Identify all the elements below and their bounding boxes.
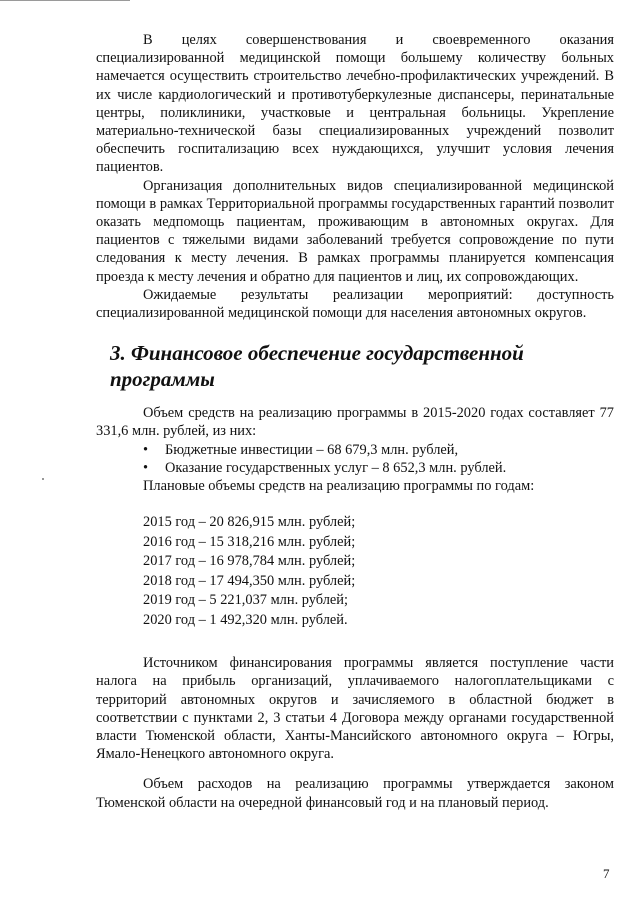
list-item [143, 459, 614, 477]
list-item-text: Бюджетные инвестиции – 68 679,3 млн. рублей, [165, 441, 459, 458]
list-item [143, 441, 614, 459]
year-amount-2017: 2017 год – 16 978,784 млн. рублей; [143, 553, 356, 570]
page-number: 7 [603, 866, 610, 881]
scan-speck [42, 478, 44, 480]
yearly-amounts-list [96, 513, 614, 630]
paragraph-funding-source: Источником финансирования программы является поступление части налога на прибыль организаций, уплачиваемого налогоплательщиками с территорий автономных округов и зачисляемого в областной бюджет в соответствии с пунктами 2, 3 статьи 4 Договора между органами государственной власти Тюменской области, Ханты-Мансийского автономного округа – Югры, Ямало-Ненецкого автономного округа. [96, 655, 614, 763]
document-body [96, 31, 614, 812]
scan-edge-mark [0, 0, 130, 1]
funding-list [96, 441, 614, 477]
year-amount-2020: 2020 год – 1 492,320 млн. рублей. [143, 611, 348, 628]
list-item-text: Оказание государственных услуг – 8 652,3 млн. рублей. [165, 459, 507, 476]
paragraph-construction: В целях совершенствования и своевременного оказания специализированной медицинской помощи большему количеству больных намечается осуществить строительство лечебно-профилактических учреждений. В их числе кардиологический и противотуберкулезные диспансеры, перинатальные центры, поликлиники, участковые и центральная больницы. Укрепление материально-технической базы специализированных учреждений позволит обеспечить госпитализацию всех нуждающихся, улучшит условия лечения пациентов. [96, 32, 614, 176]
year-amount-2015: 2015 год – 20 826,915 млн. рублей; [143, 514, 356, 531]
paragraph-expected-results: Ожидаемые результаты реализации мероприятий: доступность специализированной медицинской помощи для населения автономных округов. [96, 286, 614, 322]
year-amount-2018: 2018 год – 17 494,350 млн. рублей; [143, 572, 356, 589]
paragraph-funding-total: Объем средств на реализацию программы в 2015-2020 годах составляет 77 331,6 млн. рублей, из них: [96, 405, 614, 440]
paragraph-approval: Объем расходов на реализацию программы утверждается законом Тюменской области на очередной финансовый год и на плановый период. [96, 776, 614, 811]
bullet-icon: • [143, 441, 149, 458]
section-heading: 3. Финансовое обеспечение государственной программы [110, 341, 524, 392]
paragraph-by-year-intro: Плановые объемы средств на реализацию программы по годам: [143, 478, 535, 495]
paragraph-territorial-program: Организация дополнительных видов специализированной медицинской помощи в рамках Территориальной программы государственных гарантий позволит оказать медпомощь пациентам, проживающим в автономных округах. Для пациентов с тяжелыми видами заболеваний требуется сопровождение по пути следования к месту лечения. В рамках программы планируется компенсация проезда к месту лечения и обратно для пациентов и лиц, их сопровождающих. [96, 177, 614, 285]
year-amount-2016: 2016 год – 15 318,216 млн. рублей; [143, 533, 356, 550]
bullet-icon: • [143, 459, 149, 476]
year-amount-2019: 2019 год – 5 221,037 млн. рублей; [143, 592, 349, 609]
